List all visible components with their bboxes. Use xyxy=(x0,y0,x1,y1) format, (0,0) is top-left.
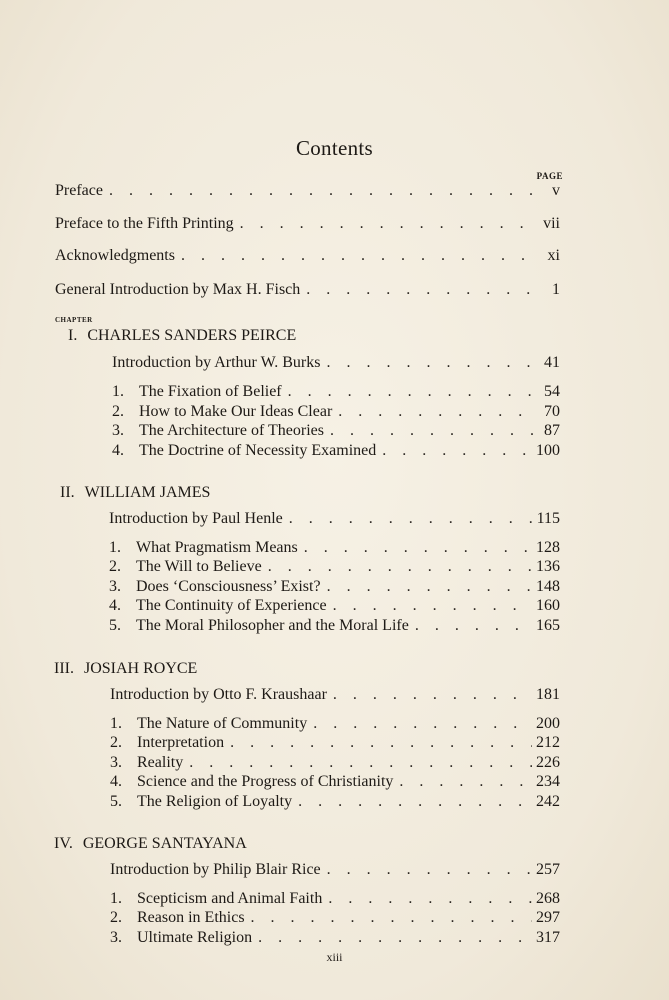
page-column-header: PAGE xyxy=(536,171,563,181)
toc-entry: 2. How to Make Our Ideas Clear . . . 70 xyxy=(112,402,560,422)
dot-leader xyxy=(189,753,532,773)
toc-entry: 1. What Pragmatism Means . . . 128 xyxy=(109,538,560,558)
dot-leader xyxy=(304,538,532,558)
dot-leader xyxy=(298,792,532,812)
toc-entry: 4. The Continuity of Experience . . . 160 xyxy=(109,596,560,616)
dot-leader xyxy=(268,557,532,577)
toc-entry-acknowledgments: Acknowledgments . . . xi xyxy=(55,246,560,266)
toc-entry: 2. Reason in Ethics . . . 297 xyxy=(110,908,560,928)
chapter-column-header: CHAPTER xyxy=(55,316,93,324)
chapter-heading: I. CHARLES SANDERS PEIRCE xyxy=(68,327,297,344)
dot-leader xyxy=(181,246,534,266)
toc-entry-preface-fifth-printing: Preface to the Fifth Printing . . . vii xyxy=(55,214,560,234)
toc-entry-intro: Introduction by Philip Blair Rice . . . 257 xyxy=(110,860,560,880)
dot-leader xyxy=(289,509,533,529)
toc-entry: 3. Reality . . . 226 xyxy=(110,753,560,773)
page-folio: xiii xyxy=(326,950,343,964)
toc-entry-intro: Introduction by Arthur W. Burks . . . 41 xyxy=(112,353,560,373)
dot-leader xyxy=(382,441,532,461)
toc-entry: 2. The Will to Believe . . . 136 xyxy=(109,557,560,577)
dot-leader xyxy=(288,382,534,402)
chapter-heading: II. WILLIAM JAMES xyxy=(60,484,211,501)
page-title: Contents xyxy=(295,136,374,160)
dot-leader xyxy=(333,685,532,705)
dot-leader xyxy=(399,772,532,792)
dot-leader xyxy=(327,860,532,880)
toc-entry: 3. The Architecture of Theories . . . 87 xyxy=(112,421,560,441)
dot-leader xyxy=(240,214,534,234)
chapter-heading: III. JOSIAH ROYCE xyxy=(54,660,198,677)
dot-leader xyxy=(251,908,532,928)
toc-entry: 3. Ultimate Religion . . . 317 xyxy=(110,928,560,948)
dot-leader xyxy=(230,733,532,753)
toc-entry: 4. Science and the Progress of Christianity . . . 234 xyxy=(110,772,560,792)
dot-leader xyxy=(306,280,534,300)
toc-entry: 1. The Fixation of Belief . . . 54 xyxy=(112,382,560,402)
toc-entry-intro: Introduction by Otto F. Kraushaar . . . 181 xyxy=(110,685,560,705)
dot-leader xyxy=(109,181,534,201)
toc-entry: 5. The Religion of Loyalty . . . 242 xyxy=(110,792,560,812)
chapter-heading: IV. GEORGE SANTAYANA xyxy=(54,835,247,852)
dot-leader xyxy=(330,421,534,441)
dot-leader xyxy=(328,889,532,909)
toc-entry: 2. Interpretation . . . 212 xyxy=(110,733,560,753)
toc-entry-intro: Introduction by Paul Henle . . . 115 xyxy=(109,509,560,529)
dot-leader xyxy=(313,714,532,734)
toc-entry-general-introduction: General Introduction by Max H. Fisch . . . 1 xyxy=(55,280,560,300)
dot-leader xyxy=(326,353,534,373)
dot-leader xyxy=(258,928,532,948)
toc-entry: 3. Does ‘Consciousness’ Exist? . . . 148 xyxy=(109,577,560,597)
dot-leader xyxy=(327,577,532,597)
dot-leader xyxy=(333,596,532,616)
toc-entry: 1. The Nature of Community . . . 200 xyxy=(110,714,560,734)
toc-entry: 5. The Moral Philosopher and the Moral Life . . . 165 xyxy=(109,616,560,636)
toc-entry: 4. The Doctrine of Necessity Examined . . . 100 xyxy=(112,441,560,461)
dot-leader xyxy=(338,402,534,422)
dot-leader xyxy=(415,616,532,636)
toc-entry: 1. Scepticism and Animal Faith . . . 268 xyxy=(110,889,560,909)
toc-entry-preface: Preface . . . v xyxy=(55,181,560,201)
